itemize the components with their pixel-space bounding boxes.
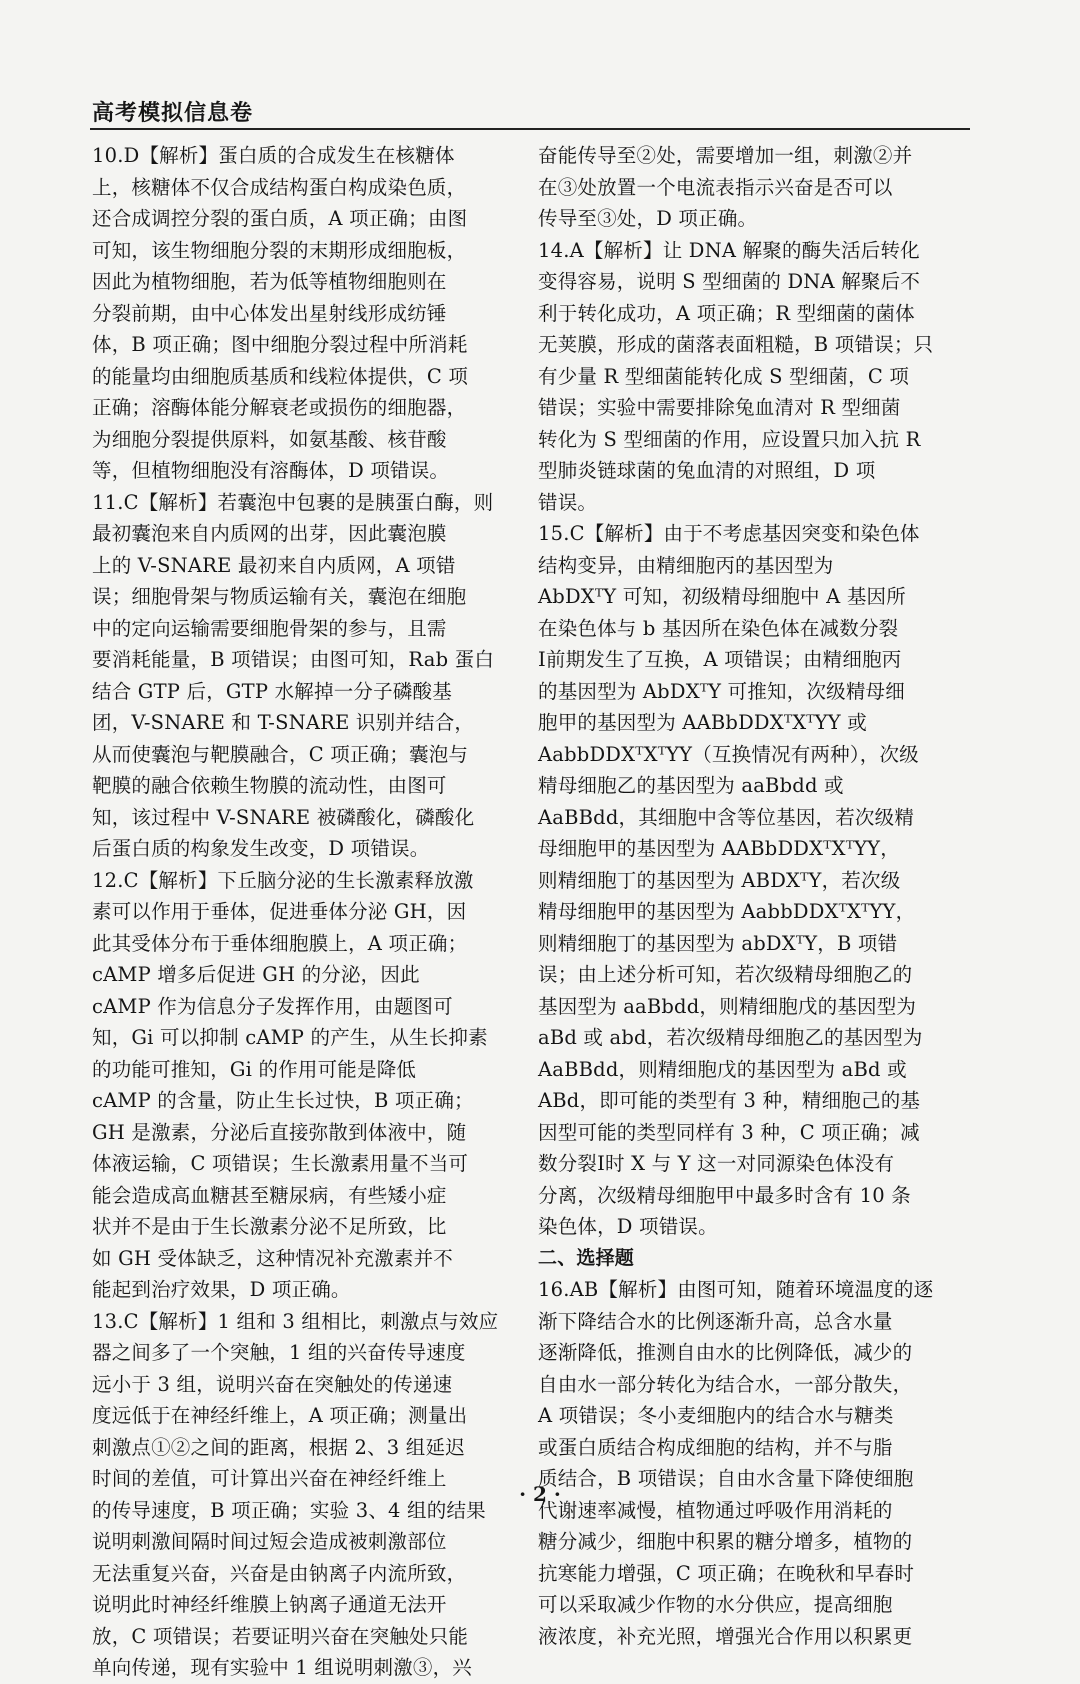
text-line: 团，V-SNARE 和 T-SNARE 识别并结合， <box>92 711 475 734</box>
text-line: 质结合，B 项错误；自由水含量下降使细胞 <box>538 1467 914 1490</box>
text-line: 抗寒能力增强，C 项正确；在晚秋和早春时 <box>538 1561 915 1585</box>
text-line: 上，核糖体不仅合成结构蛋白构成染色质， <box>92 175 467 199</box>
text-line: 因此为植物细胞，若为低等植物细胞则在 <box>92 270 447 293</box>
text-line: 上的 V-SNARE 最初来自内质网，A 项错 <box>92 553 456 577</box>
text-line: 染色体，D 项错误。 <box>538 1215 718 1238</box>
text-line: 渐下降结合水的比例逐渐升高，总含水量 <box>538 1309 893 1333</box>
text-line: 器之间多了一个突触，1 组的兴奋传导速度 <box>92 1341 466 1364</box>
text-line: cAMP 的含量，防止生长过快，B 项正确； <box>92 1089 474 1112</box>
text-line: 刺激点①②之间的距离，根据 2、3 组延迟 <box>92 1435 465 1459</box>
text-line: 知，Gi 可以抑制 cAMP 的产生，从生长抑素 <box>92 1026 488 1049</box>
text-line: 错误；实验中需要排除兔血清对 R 型细菌 <box>538 396 901 419</box>
text-line: 或蛋白质结合构成细胞的结构，并不与脂 <box>538 1435 893 1459</box>
text-line: 此其受体分布于垂体细胞膜上，A 项正确； <box>92 931 468 955</box>
text-line: 为细胞分裂提供原料，如氨基酸、核苷酸 <box>92 427 447 451</box>
text-line: 可以采取减少作物的水分供应，提高细胞 <box>538 1593 893 1616</box>
right-column <box>538 140 970 1652</box>
text-line: 胞甲的基因型为 AABbDDXᵀXᵀYY 或 <box>538 711 867 734</box>
page-header-title: 高考模拟信息卷 <box>92 101 254 126</box>
text-line: 误；细胞骨架与物质运输有关，囊泡在细胞 <box>92 585 467 608</box>
text-line: 中的定向运输需要细胞骨架的参与，且需 <box>92 616 447 640</box>
text-line: 有少量 R 型细菌能转化成 S 型细菌，C 项 <box>538 364 910 388</box>
text-line: 利于转化成功，A 项正确；R 型细菌的菌体 <box>538 301 915 325</box>
text-line: 能起到治疗效果，D 项正确。 <box>92 1278 351 1301</box>
text-line: 的功能可推知，Gi 的作用可能是降低 <box>92 1057 417 1081</box>
text-line: 分裂前期，由中心体发出星射线形成纺锤 <box>92 301 447 325</box>
text-line: 能会造成高血糖甚至糖尿病，有些矮小症 <box>92 1183 447 1207</box>
text-line: 度远低于在神经纤维上，A 项正确；测量出 <box>92 1404 468 1427</box>
text-line: 转化为 S 型细菌的作用，应设置只加入抗 R <box>538 427 921 451</box>
text-line: 奋能传导至②处，需要增加一组，刺激②并 <box>538 144 913 167</box>
text-line: AaBBdd，其细胞中含等位基因，若次级精 <box>538 805 915 829</box>
text-line: 的基因型为 AbDXᵀY 可推知，次级精母细 <box>538 679 905 703</box>
text-line: 误；由上述分析可知，若次级精母细胞乙的 <box>538 963 913 986</box>
text-line: 变得容易，说明 S 型细菌的 DNA 解聚后不 <box>538 270 921 293</box>
text-line: aBd 或 abd，若次级精母细胞乙的基因型为 <box>538 1026 923 1049</box>
text-line: 型肺炎链球菌的兔血清的对照组，D 项 <box>538 459 876 482</box>
text-line: 15.C【解析】由于不考虑基因突变和染色体 <box>538 522 920 545</box>
text-line: 体液运输，C 项错误；生长激素用量不当可 <box>92 1152 469 1175</box>
text-line: 精母细胞乙的基因型为 aaBbdd 或 <box>538 774 844 797</box>
text-line: 数分裂Ⅰ时 X 与 Y 这一对同源染色体没有 <box>538 1152 895 1175</box>
text-line: 基因型为 aaBbdd，则精细胞戊的基因型为 <box>538 994 917 1018</box>
text-line: 则精细胞丁的基因型为 abDXᵀY，B 项错 <box>538 931 898 955</box>
text-line: 糖分减少，细胞中积累的糖分增多，植物的 <box>538 1530 913 1553</box>
text-line: 母细胞甲的基因型为 AABbDDXᵀXᵀYY， <box>538 837 900 860</box>
text-line: 精母细胞甲的基因型为 AabbDDXᵀXᵀYY， <box>538 900 916 923</box>
text-line: 靶膜的融合依赖生物膜的流动性，由图可 <box>92 774 447 797</box>
text-line: 结合 GTP 后，GTP 水解掉一分子磷酸基 <box>92 679 452 703</box>
text-line: 因型可能的类型同样有 3 种，C 项正确；减 <box>538 1120 920 1144</box>
text-line: 最初囊泡来自内质网的出芽，因此囊泡膜 <box>92 522 447 545</box>
text-line: 素可以作用于垂体，促进垂体分泌 GH，因 <box>92 900 467 923</box>
text-line: 放，C 项错误；若要证明兴奋在突触处只能 <box>92 1624 469 1648</box>
text-line: 可知，该生物细胞分裂的末期形成细胞板， <box>92 238 467 262</box>
text-line: 远小于 3 组，说明兴奋在突触处的传递速 <box>92 1372 453 1396</box>
text-line: AabbDDXᵀXᵀYY（互换情况有两种），次级 <box>538 742 919 766</box>
text-line: 逐渐降低，推测自由水的比例降低，减少的 <box>538 1341 913 1364</box>
text-line: 说明刺激间隔时间过短会造成被刺激部位 <box>92 1530 447 1553</box>
text-line: 在③处放置一个电流表指示兴奋是否可以 <box>538 175 893 199</box>
text-line: 正确；溶酶体能分解衰老或损伤的细胞器， <box>92 396 467 419</box>
text-line: 14.A【解析】让 DNA 解聚的酶失活后转化 <box>538 238 920 262</box>
text-line: 无荚膜，形成的菌落表面粗糙，B 项错误；只 <box>538 333 934 356</box>
text-line: cAMP 增多后促进 GH 的分泌，因此 <box>92 963 420 986</box>
text-line: 结构变异，由精细胞丙的基因型为 <box>538 553 834 577</box>
text-line: 的能量均由细胞质基质和线粒体提供，C 项 <box>92 364 469 388</box>
text-line: ABd，即可能的类型有 3 种，精细胞己的基 <box>538 1089 921 1112</box>
text-line: AbDXᵀY 可知，初级精母细胞中 A 基因所 <box>538 585 906 608</box>
text-line: Ⅰ前期发生了互换，A 项错误；由精细胞丙 <box>538 648 902 671</box>
text-line: 13.C【解析】1 组和 3 组相比，刺激点与效应 <box>92 1309 499 1333</box>
text-line: 知，该过程中 V-SNARE 被磷酸化，磷酸化 <box>92 805 475 829</box>
left-column <box>92 140 524 1684</box>
text-line: GH 是激素，分泌后直接弥散到体液中，随 <box>92 1120 467 1144</box>
text-line: 在染色体与 b 基因所在染色体在减数分裂 <box>538 616 899 640</box>
text-line: 后蛋白质的构象发生改变，D 项错误。 <box>92 837 430 860</box>
text-line: 如 GH 受体缺乏，这种情况补充激素并不 <box>92 1246 453 1270</box>
text-line: 单向传递，现有实验中 1 组说明刺激③，兴 <box>92 1656 473 1679</box>
text-line: 传导至③处，D 项正确。 <box>538 207 758 230</box>
text-line: 则精细胞丁的基因型为 ABDXᵀY，若次级 <box>538 868 901 892</box>
text-line: 分离，次级精母细胞甲中最多时含有 10 条 <box>538 1183 911 1207</box>
text-line: 还合成调控分裂的蛋白质，A 项正确；由图 <box>92 207 468 230</box>
header-divider <box>90 128 970 130</box>
text-line: 的传导速度，B 项正确；实验 3、4 组的结果 <box>92 1498 486 1522</box>
text-line: 12.C【解析】下丘脑分泌的生长激素释放激 <box>92 868 474 892</box>
text-line: 体，B 项正确；图中细胞分裂过程中所消耗 <box>92 333 468 356</box>
text-line: 10.D【解析】蛋白质的合成发生在核糖体 <box>92 144 455 167</box>
page-number: · 2 · <box>519 1482 561 1506</box>
text-line: 说明此时神经纤维膜上钠离子通道无法开 <box>92 1593 447 1616</box>
text-line: 要消耗能量，B 项错误；由图可知，Rab 蛋白 <box>92 648 495 671</box>
text-line: cAMP 作为信息分子发挥作用，由题图可 <box>92 994 453 1018</box>
text-line: 错误。 <box>538 490 598 514</box>
text-line: 液浓度，补充光照，增强光合作用以积累更 <box>538 1624 913 1648</box>
text-line: 时间的差值，可计算出兴奋在神经纤维上 <box>92 1467 447 1490</box>
text-line: 自由水一部分转化为结合水，一部分散失， <box>538 1372 913 1396</box>
text-line: AaBBdd，则精细胞戊的基因型为 aBd 或 <box>538 1057 907 1081</box>
text-line: 从而使囊泡与靶膜融合，C 项正确；囊泡与 <box>92 742 469 766</box>
text-line: 无法重复兴奋，兴奋是由钠离子内流所致， <box>92 1561 467 1585</box>
text-line: 状并不是由于生长激素分泌不足所致，比 <box>92 1215 447 1238</box>
text-line: 等，但植物细胞没有溶酶体，D 项错误。 <box>92 459 450 482</box>
text-line: 代谢速率减慢，植物通过呼吸作用消耗的 <box>538 1498 893 1522</box>
text-line: 11.C【解析】若囊泡中包裹的是胰蛋白酶，则 <box>92 490 494 514</box>
text-line: 16.AB【解析】由图可知，随着环境温度的逐 <box>538 1278 934 1301</box>
text-line: 二、选择题 <box>538 1246 635 1269</box>
text-line: A 项错误；冬小麦细胞内的结合水与糖类 <box>538 1404 894 1427</box>
